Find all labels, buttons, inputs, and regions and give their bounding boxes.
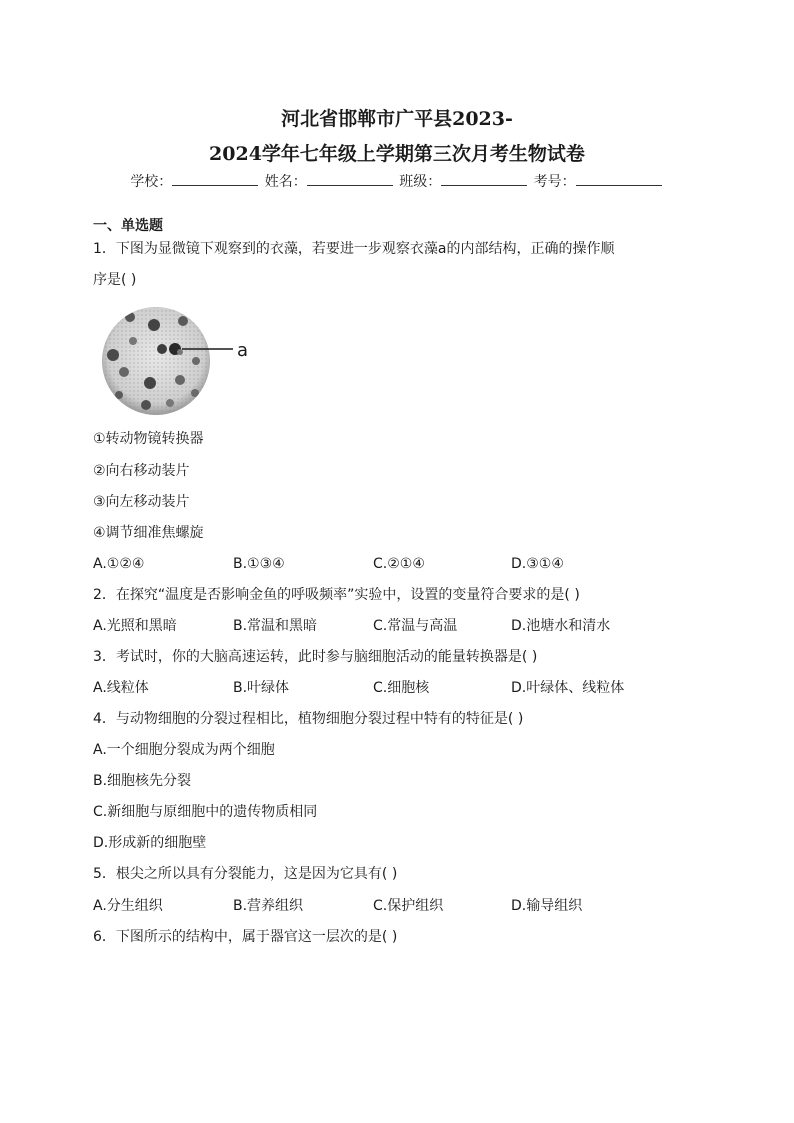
q1-option-c[interactable]: C.②①④ [373,556,425,572]
q2-stem: 2．在探究“温度是否影响金鱼的呼吸频率”实验中，设置的变量符合要求的是( ) [93,587,580,603]
q4-option-d[interactable]: D.形成新的细胞壁 [93,835,207,851]
q4-option-c[interactable]: C.新细胞与原细胞中的遗传物质相同 [93,804,318,820]
q5-option-a[interactable]: A.分生组织 [93,898,163,914]
q4-option-a[interactable]: A.一个细胞分裂成为两个细胞 [93,742,275,758]
name-label: 姓名： [264,174,307,190]
exam-number-label: 考号： [533,174,576,190]
q3-options [93,678,713,698]
q2-option-b[interactable]: B.常温和黑暗 [233,618,318,634]
exam-number-blank[interactable] [576,173,662,186]
microscope-view-figure [100,305,260,417]
q1-option-d[interactable]: D.③①④ [511,556,564,572]
q1-step-1: ①转动物镜转换器 [93,431,204,447]
class-blank[interactable] [441,173,527,186]
page-title-line2: 2024学年七年级上学期第三次月考生物试卷 [209,143,585,165]
label-a: a [237,340,249,361]
name-blank[interactable] [307,173,393,186]
q6-stem: 6．下图所示的结构中，属于器官这一层次的是( ) [93,929,398,945]
q4-option-b[interactable]: B.细胞核先分裂 [93,773,192,789]
q3-stem: 3．考试时，你的大脑高速运转，此时参与脑细胞活动的能量转换器是( ) [93,649,538,665]
q2-option-c[interactable]: C.常温与高温 [373,618,458,634]
student-info-row [0,171,794,191]
q1-step-3: ③向左移动装片 [93,494,190,510]
q5-option-d[interactable]: D.输导组织 [511,898,583,914]
q2-option-a[interactable]: A.光照和黑暗 [93,618,177,634]
q5-stem: 5．根尖之所以具有分裂能力，这是因为它具有( ) [93,866,398,882]
q2-option-d[interactable]: D.池塘水和清水 [511,618,611,634]
q3-option-c[interactable]: C.细胞核 [373,680,430,696]
q1-option-b[interactable]: B.①③④ [233,556,285,572]
q5-option-c[interactable]: C.保护组织 [373,898,444,914]
q5-option-b[interactable]: B.营养组织 [233,898,304,914]
section-title: 一、单选题 [93,218,163,234]
q4-stem: 4．与动物细胞的分裂过程相比，植物细胞分裂过程中特有的特征是( ) [93,711,524,727]
q2-options [93,616,713,636]
q1-stem-line1: 1．下图为显微镜下观察到的衣藻，若要进一步观察衣藻a的内部结构，正确的操作顺 [93,241,615,257]
page-title-line1: 河北省邯郸市广平县2023- [281,108,513,130]
q3-option-d[interactable]: D.叶绿体、线粒体 [511,680,625,696]
q1-stem-line2: 序是( ) [93,272,137,288]
q3-option-a[interactable]: A.线粒体 [93,680,149,696]
q1-step-4: ④调节细准焦螺旋 [93,525,204,541]
class-label: 班级： [399,174,442,190]
q1-options [93,554,713,574]
q1-step-2: ②向右移动装片 [93,463,190,479]
school-label: 学校： [130,174,173,190]
q5-options [93,896,713,916]
microscope-view-svg [100,305,260,417]
q1-option-a[interactable]: A.①②④ [93,556,145,572]
q3-option-b[interactable]: B.叶绿体 [233,680,290,696]
school-blank[interactable] [172,173,258,186]
